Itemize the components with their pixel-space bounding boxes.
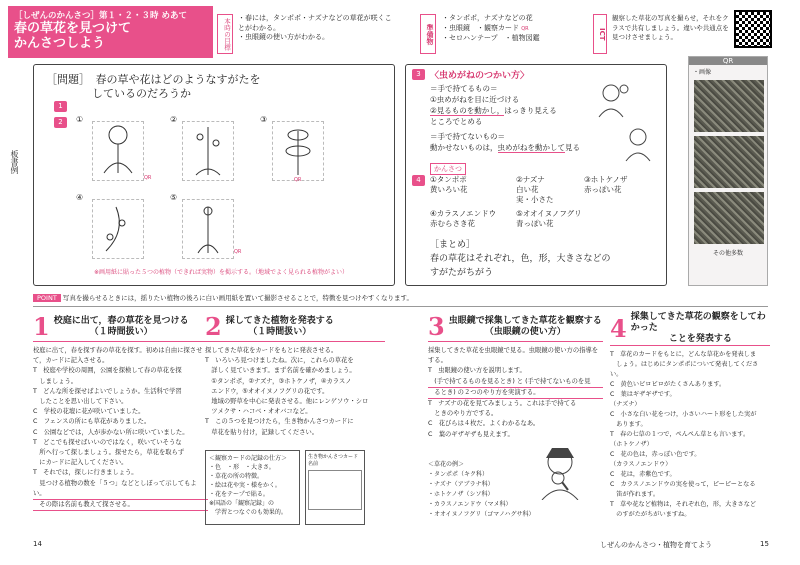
- flower-photo-1[interactable]: [694, 80, 764, 132]
- blackboard-left: ［問題］ 春の草や花はどのようなすがたを しているのだろうか 1 2 ① QR ② ③ QR ④ ⑤ QR ※画用紙に貼った５つの植物（できれば実物）を掲示する。（地域でよく見られる植物がよい）: [33, 64, 395, 286]
- question-heading: ［問題］ 春の草や花はどのようなすがたを: [46, 73, 261, 86]
- summary-tag: ［まとめ］: [430, 240, 476, 250]
- section-2: 2 採してきた植物を発表する （１時間扱い） 探してきた草花をカードをもとに発表させる。 T いろいろ見つけましたね。次に，これらの草花を 詳しく見ていきます。まず名前を確かめましょう。 ①タンポポ，②ナズナ，③ホトケノザ，④カラスノ エンドウ，⑤オオイヌノフグリの花です。 地域の野草を中心に発表させる。他にレンゲソウ・シロ ツメクサ・ハコベ・オオバコなど。 T この５つを見つけたら，生き物かんさつカードに 草花を貼り付け，記録してください。 ＜観察カードの記録の仕方＞ ・色 ・形 ・大きさ。 ・草花の所の特徴。 ・絵は花や実・様をかく。 ・花をテープで貼る。 ※国語の「観察記録」の 学習とつなぐのも効果的。 生き物かんさつカード 名前: [205, 312, 385, 438]
- qr-panel-sub: ・画像: [693, 69, 712, 76]
- section-4-num: 4: [610, 314, 627, 343]
- section-1-num: 1: [33, 312, 50, 341]
- flower-photo-2[interactable]: [694, 136, 764, 188]
- section-3: 3 虫眼鏡で採集してきた草花を観察する （虫眼鏡の使い方） 採集してきた草花を虫眼鏡で見る。虫眼鏡の使い方の指導をする。 T 虫眼鏡の使い方を説明します。 (手で持てるものを見るとき) と (手で持てないものを見 るとき) の２つのやり方を実演する。 T ナズナの花を見てみましょう。これは手で持てる ときのやり方でする。 C 花びらは４枚だ。よくわかるなあ。 C 葉のギザギザも見えます。 ＜草花の例＞ ・タンポポ（キク科） ・ナズナ（アブラナ科） ・ホトケノザ（シソ科） ・カラスノエンドウ（マメ科） ・オオイヌノフグリ（ゴマノハグサ科）: [428, 312, 602, 518]
- vetch-drawing-icon: [92, 199, 144, 259]
- speedwell-drawing-icon: [182, 199, 234, 259]
- page-number-right: 15: [760, 540, 769, 548]
- question-line-2: しているのだろうか: [92, 87, 191, 100]
- henbit-drawing-icon: [272, 121, 324, 181]
- point-tag: POINT: [33, 294, 61, 302]
- goals-label: 本時の目標: [217, 14, 233, 54]
- mark-4: 4: [412, 175, 425, 186]
- plant-2-num: ②: [170, 115, 178, 124]
- goal-2: ・虫眼鏡の使い方がわかる。: [238, 33, 329, 41]
- detective-magnifier-icon: [538, 440, 588, 500]
- qr-panel-title: QR: [689, 57, 767, 65]
- magnifier-steps: ＝手で持てるもの＝ ①虫めがねを目に近づける ②見るものを動かし，はっきり見える ところでとめる ＝手で持てないもの＝ 動かせないものは，虫めがねを動かして見る: [430, 84, 580, 152]
- plant-5-num: ⑤: [170, 193, 178, 202]
- footer-chapter: しぜんのかんさつ・植物を育てよう: [600, 541, 712, 549]
- board-side-label: 板書例: [10, 150, 19, 174]
- plant-3-num: ③: [260, 115, 268, 124]
- dandelion-drawing-icon: [92, 121, 144, 181]
- section-2-num: 2: [205, 312, 222, 341]
- card-guide-box: ＜観察カードの記録の仕方＞ ・色 ・形 ・大きさ。 ・草花の所の特徴。 ・絵は花や実・様をかく。 ・花をテープで貼る。 ※国語の「観察記録」の 学習とつなぐのも効果的。: [205, 450, 300, 525]
- lesson-tag: ［しぜんのかんさつ］第１・２・３時 めあて: [14, 11, 187, 21]
- ict-text: 観察した草花の写真を撮らせ，それをクラスで共有しましょう。違いや共通点を見つけさせましょう。: [612, 14, 729, 41]
- qr-code-icon[interactable]: [734, 10, 772, 48]
- section-3-body: 採集してきた草花を虫眼鏡で見る。虫眼鏡の使い方の指導をする。 T 虫眼鏡の使い方を説明します。 (手で持てるものを見るとき) と (手で持てないものを見 るとき) の２つのやり方を実演する。 T ナズナの花を見てみましょう。これは手で持てる ときのやり方でする。 C 花びらは４枚だ。よくわかるなあ。 C 葉のギザギザも見えます。: [428, 346, 603, 440]
- obs-2: ②ナズナ 白い花 実・小さた: [516, 175, 554, 204]
- obs-4: ④カラスノエンドウ 赤むらさき花: [430, 209, 497, 228]
- lesson-title-2: かんさつしよう: [14, 36, 106, 51]
- point-bar: [33, 292, 768, 304]
- shepherds-purse-drawing-icon: [182, 121, 234, 181]
- section-4-body: T 草花のカードをもとに，どんな草花かを発表しま しょう。はじめにタンポポについて発表してください。 C 黄色いビロビロがたくさんあります。 C 葉はギザギザです。 （ナズナ） C 小さな白い花をつけ，小さいハート形をした実が あります。 T 春の七草の１つで，ぺんぺん草とも言います。 （ホトケノザ） C 花の色は，赤っぽい色です。 （カラスノエンドウ） C 花は，赤紫色です。 C カラスノエンドウの実を使って，ピーピーとなる 笛が作れます。 T 草や花など植物は，それぞれ色，形，大きさなど のすがたがちがいますね。: [610, 351, 759, 518]
- goals-text: [238, 14, 396, 43]
- obs-5: ⑤オオイヌノフグリ 青っぽい花: [516, 209, 582, 228]
- flower-photo-3[interactable]: [694, 192, 764, 244]
- page-number-left: 14: [33, 540, 42, 548]
- girl-holding-flower-icon: [616, 123, 656, 163]
- observation-card-image: 生き物かんさつカード 名前: [305, 450, 365, 525]
- ict-label: ICT: [593, 14, 607, 54]
- magnifier-heading: 〈虫めがねのつかい方〉: [430, 71, 530, 81]
- section-1-body: 校庭に出て，春を探す春の草花を探す。初めは自由に探させて，カードに記入させる。 T 校庭や学校の周囲，公園を探検して春の草花を探 しましょう。 T どんな所を探せばよいでしょうか。生活科で学習 したことを思い出して下さい。 C 学校の花壇に花が咲いていました。 C フェンスの所にも草花がありました。 C 公園などでは，人が歩かない所に咲いていました。 T どこでも探せばいいのではなく，咲いていそうな 所へ行って探しましょう。探せたら，草花を取らず にカードに記入してください。 T それでは，探しに行きましょう。 見つける植物の数を「５つ」などとしぼって示してもよい。 その際は名前も教えて探させる。: [33, 346, 208, 511]
- lesson-title-banner: [8, 6, 213, 58]
- observation-tag: かんさつ: [430, 163, 466, 175]
- divider: [33, 306, 768, 307]
- obs-3: ③ホトケノザ 赤っぽい花: [584, 175, 628, 194]
- obs-1: ①タンポポ 黄いろい花: [430, 175, 468, 194]
- plant-4-num: ④: [76, 193, 84, 202]
- girl-with-magnifier-icon: [591, 79, 631, 119]
- goal-1: ・春には，タンポポ・ナズナなどの草花が咲くことがわかる。: [238, 14, 392, 32]
- qr-resource-panel[interactable]: [688, 56, 768, 286]
- mark-2: 2: [54, 117, 67, 128]
- qr-panel-more: その他多数: [712, 250, 743, 257]
- board-note: ※画用紙に貼った５つの植物（できれば実物）を掲示する。（地域でよく見られる植物がよい）: [94, 269, 349, 276]
- section-1: 1 校庭に出て，春の草花を見つける （１時間扱い） 校庭に出て，春を探す春の草花を探す。初めは自由に探させて，カードに記入させる。 T 校庭や学校の周囲，公園を探検して春の草花を探 しましょう。 T どんな所を探せばよいでしょうか。生活科で学習 したことを思い出して下さい。 C 学校の花壇に花が咲いていました。 C フェンスの所にも草花がありました。 C 公園などでは，人が歩かない所に咲いていました。 T どこでも探せばいいのではなく，咲いていそうな 所へ行って探しましょう。探せたら，草花を取らず にカードに記入してください。 T それでは，探しに行きましょう。 見つける植物の数を「５つ」などとしぼって示してもよい。 その際は名前も教えて探させる。: [33, 312, 208, 511]
- blackboard-right: [405, 64, 667, 286]
- section-3-num: 3: [428, 312, 445, 341]
- mark-3: 3: [412, 69, 425, 80]
- prep-list: ・タンポポ，ナズナなどの花 ・虫眼鏡 ・観察カード QR ・セロハンテープ ・植物図鑑: [442, 14, 540, 42]
- prep-label: 準備物: [420, 14, 436, 54]
- point-text: 写真を撮らせるときには，揺りたい植物の後ろに白い画用紙を置いて撮影させることで，特徴を見つけやすくなります。: [62, 294, 414, 302]
- summary-line-1: 春の草花はそれぞれ，色，形，大きさなどの: [430, 254, 611, 264]
- section-2-body: 探してきた草花をカードをもとに発表させる。 T いろいろ見つけましたね。次に，これらの草花を 詳しく見ていきます。まず名前を確かめましょう。 ①タンポポ，②ナズナ，③ホトケノザ，④カラスノ エンドウ，⑤オオイヌノフグリの花です。 地域の野草を中心に発表させる。他にレンゲソウ・シロ ツメクサ・ハコベ・オオバコなど。 T この５つを見つけたら，生き物かんさつカードに 草花を貼り付け，記録してください。: [205, 347, 369, 436]
- section-4: 4 採集してきた草花の観察をしてわかった ことを発表する T 草花のカードをもとに，どんな草花かを発表しま しょう。はじめにタンポポについて発表してください。 C 黄色いビロビロがたくさんあります。 C 葉はギザギザです。 （ナズナ） C 小さな白い花をつけ，小さいハート形をした実が あります。 T 春の七草の１つで，ぺんぺん草とも言います。 （ホトケノザ） C 花の色は，赤っぽい色です。 （カラスノエンドウ） C 花は，赤紫色です。 C カラスノエンドウの実を使って，ピーピーとなる 笛が作れます。 T 草や花など植物は，それぞれ色，形，大きさなど のすがたがちがいますね。: [610, 312, 770, 520]
- lesson-title-1: 春の草花を見つけて: [14, 21, 132, 36]
- mark-1: 1: [54, 101, 67, 112]
- summary-line-2: すがたがちがう: [430, 268, 494, 278]
- plant-1-num: ①: [76, 115, 84, 124]
- plant-examples: ＜草花の例＞ ・タンポポ（キク科） ・ナズナ（アブラナ科） ・ホトケノザ（シソ科） ・カラスノエンドウ（マメ科） ・オオイヌノフグリ（ゴマノハグサ科）: [428, 461, 535, 518]
